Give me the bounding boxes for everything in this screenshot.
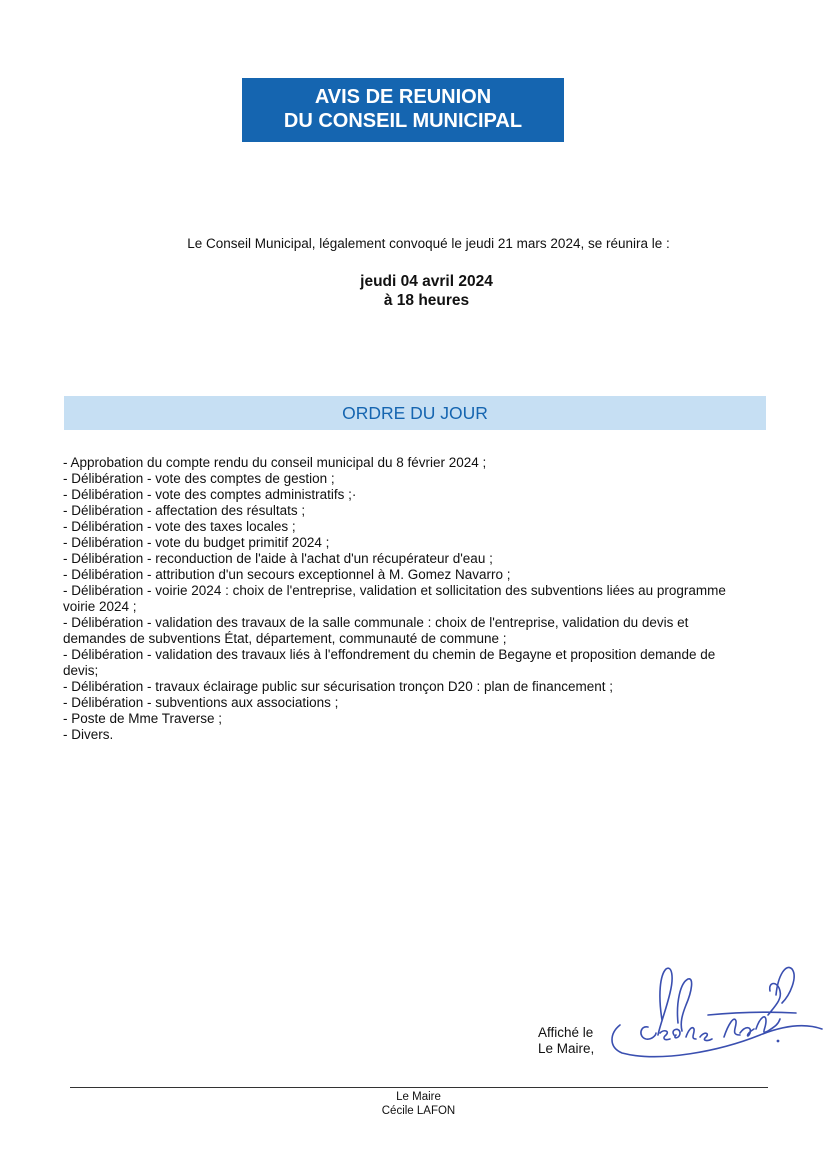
footer-role: Le Maire bbox=[396, 1091, 441, 1103]
agenda-list bbox=[63, 455, 753, 743]
posted-label: Affiché le bbox=[538, 1025, 594, 1040]
agenda-item: - Divers. bbox=[63, 727, 114, 742]
notice-title-line-1: AVIS DE REUNION bbox=[314, 86, 492, 108]
mayor-label: Le Maire, bbox=[538, 1041, 595, 1056]
footer-divider bbox=[70, 1087, 768, 1088]
signature-labels bbox=[538, 1025, 594, 1057]
agenda-heading: ORDRE DU JOUR bbox=[64, 396, 766, 430]
agenda-item: - Délibération - voirie 2024 : choix de l'entreprise, validation et sollicitation des subventions liées au programme voirie 2024 ; bbox=[63, 583, 726, 614]
agenda-item: - Délibération - travaux éclairage public sur sécurisation tronçon D20 : plan de financement ; bbox=[63, 679, 614, 694]
agenda-item: - Approbation du compte rendu du conseil municipal du 8 février 2024 ; bbox=[63, 455, 487, 470]
agenda-item: - Délibération - vote des taxes locales ; bbox=[63, 519, 296, 534]
agenda-item: - Délibération - vote du budget primitif 2024 ; bbox=[63, 535, 330, 550]
agenda-item: - Délibération - reconduction de l'aide à l'achat d'un récupérateur d'eau ; bbox=[63, 551, 493, 566]
meeting-date: jeudi 04 avril 2024 bbox=[360, 273, 493, 290]
agenda-item: - Délibération - validation des travaux liés à l'effondrement du chemin de Begayne et proposition demande de devis; bbox=[63, 647, 716, 678]
agenda-item: - Délibération - validation des travaux de la salle communale : choix de l'entreprise, validation du devis et demandes de subventions État, département, communauté de commune ; bbox=[63, 615, 689, 646]
meeting-time: à 18 heures bbox=[383, 292, 470, 309]
mayor-signature bbox=[600, 955, 825, 1075]
agenda-item: - Délibération - subventions aux associations ; bbox=[63, 695, 339, 710]
agenda-item: - Délibération - affectation des résultats ; bbox=[63, 503, 306, 518]
notice-title-box bbox=[242, 78, 564, 142]
agenda-item: - Délibération - attribution d'un secours exceptionnel à M. Gomez Navarro ; bbox=[63, 567, 511, 582]
footer bbox=[0, 1090, 827, 1118]
notice-title-line-2: DU CONSEIL MUNICIPAL bbox=[283, 110, 523, 132]
convocation-text: Le Conseil Municipal, légalement convoqué le jeudi 21 mars 2024, se réunira le : bbox=[187, 236, 670, 251]
agenda-item: - Délibération - vote des comptes administratifs ;· bbox=[63, 487, 357, 502]
agenda-item: - Délibération - vote des comptes de gestion ; bbox=[63, 471, 335, 486]
meeting-datetime bbox=[0, 272, 827, 310]
agenda-item: - Poste de Mme Traverse ; bbox=[63, 711, 223, 726]
footer-name: Cécile LAFON bbox=[381, 1105, 456, 1117]
